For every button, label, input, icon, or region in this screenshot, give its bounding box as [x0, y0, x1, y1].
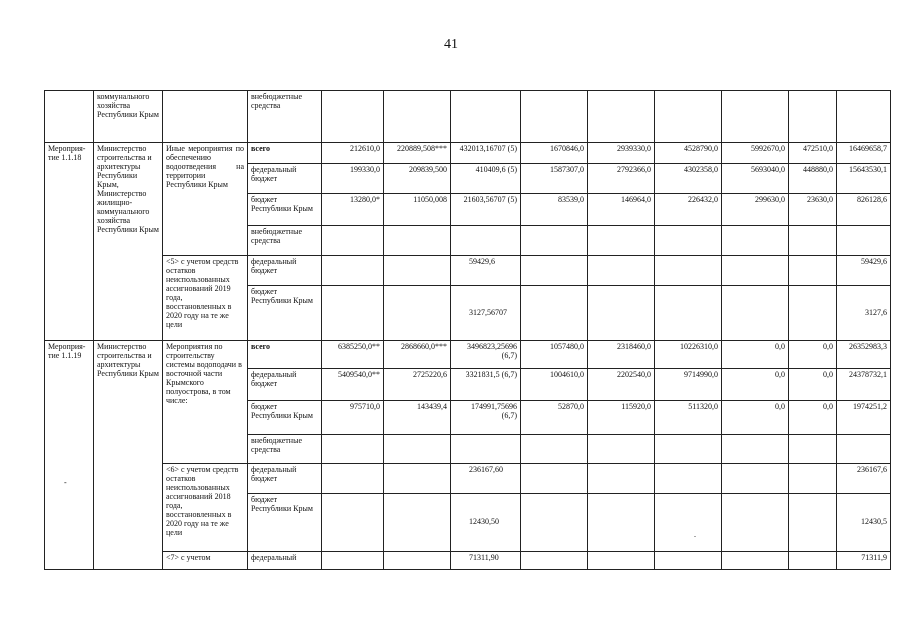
- source-cell: федеральный: [248, 552, 322, 570]
- executor-cell: коммунального хозяйства Республики Крым: [94, 91, 163, 143]
- value-cell: 5992670,0: [722, 143, 789, 164]
- value-cell: 2792366,0: [588, 164, 655, 194]
- source-cell: бюджет Республики Крым: [248, 286, 322, 341]
- table-row: [45, 464, 891, 494]
- measure-name-cell: Иные мероприятия по обеспечению водоотведения на территории Республики Крым: [163, 143, 248, 256]
- value-cell: 6385250,0**: [322, 341, 384, 369]
- total-cell: 59429,6: [837, 256, 891, 286]
- value-cell: 448880,0: [789, 164, 837, 194]
- measure-cell: Мероприя-тие 1.1.19: [45, 341, 94, 570]
- total-cell: 24378732,1: [837, 369, 891, 401]
- source-cell: внебюджетные средства: [248, 91, 322, 143]
- source-cell: бюджет Республики Крым: [248, 401, 322, 435]
- value-cell: 199330,0: [322, 164, 384, 194]
- source-cell: федеральный бюджет: [248, 464, 322, 494]
- executor-cell: Министерство строительства и архитектуры Республики Крым, Министерство жилищно-коммунального хозяйства Республики Крым: [94, 143, 163, 341]
- value-cell: 11050,008: [384, 194, 451, 226]
- footnote-cell: <5> с учетом средств остатков неиспользованных ассигнований 2019 года, восстановленных в 2020 году на те же цели: [163, 256, 248, 341]
- total-cell: 236167,6: [837, 464, 891, 494]
- source-cell: федеральный бюджет: [248, 369, 322, 401]
- value-cell: 1670846,0: [521, 143, 588, 164]
- table-row: [45, 143, 891, 164]
- value-cell: 1004610,0: [521, 369, 588, 401]
- value-cell: 146964,0: [588, 194, 655, 226]
- source-cell: бюджет Республики Крым: [248, 194, 322, 226]
- source-cell: всего: [248, 143, 322, 164]
- value-cell: 4302358,0: [655, 164, 722, 194]
- value-cell: 21603,56707 (5): [451, 194, 521, 226]
- value-cell: 3496823,25696 (6,7): [451, 341, 521, 369]
- value-cell: 2318460,0: [588, 341, 655, 369]
- value-cell: 975710,0: [322, 401, 384, 435]
- value-cell: 0,0: [722, 369, 789, 401]
- value-cell: 5693040,0: [722, 164, 789, 194]
- value-cell: 115920,0: [588, 401, 655, 435]
- footnote-cell: <6> с учетом средств остатков неиспользованных ассигнований 2018 года, восстановленных в 2020 году на те же цели: [163, 464, 248, 552]
- table-row: [45, 91, 891, 143]
- value-cell: 212610,0: [322, 143, 384, 164]
- value-cell: 1057480,0: [521, 341, 588, 369]
- value-cell: 472510,0: [789, 143, 837, 164]
- measure-name-cell: Мероприятия по строительству системы водоподачи в восточной части Крымского полуострова, в том числе:: [163, 341, 248, 464]
- stray-mark: -: [64, 478, 67, 487]
- value-cell: 3321831,5 (6,7): [451, 369, 521, 401]
- value-cell: 83539,0: [521, 194, 588, 226]
- value-cell: 4528790,0: [655, 143, 722, 164]
- value-cell: 2202540,0: [588, 369, 655, 401]
- total-cell: 826128,6: [837, 194, 891, 226]
- value-cell: 220889,508***: [384, 143, 451, 164]
- value-cell: 2725220,6: [384, 369, 451, 401]
- value-cell: 9714990,0: [655, 369, 722, 401]
- stray-mark: .: [694, 530, 696, 539]
- value-cell: 5409540,0**: [322, 369, 384, 401]
- table-row: [45, 341, 891, 369]
- value-cell: 226432,0: [655, 194, 722, 226]
- value-cell: 0,0: [789, 341, 837, 369]
- value-cell: 23630,0: [789, 194, 837, 226]
- total-cell: 1974251,2: [837, 401, 891, 435]
- value-cell: 0,0: [722, 341, 789, 369]
- page-number: 41: [444, 37, 458, 52]
- value-cell: 71311,90: [451, 552, 521, 570]
- source-cell: внебюджетные средства: [248, 435, 322, 464]
- total-cell: 3127,6: [837, 286, 891, 341]
- value-cell: 410409,6 (5): [451, 164, 521, 194]
- total-cell: 16469658,7: [837, 143, 891, 164]
- table-row: [45, 256, 891, 286]
- measure-cell: Мероприя-тие 1.1.18: [45, 143, 94, 341]
- value-cell: 511320,0: [655, 401, 722, 435]
- total-cell: 15643530,1: [837, 164, 891, 194]
- source-cell: всего: [248, 341, 322, 369]
- value-cell: 174991,75696 (6,7): [451, 401, 521, 435]
- value-cell: 1587307,0: [521, 164, 588, 194]
- value-cell: 0,0: [789, 369, 837, 401]
- total-cell: 26352983,3: [837, 341, 891, 369]
- value-cell: 13280,0*: [322, 194, 384, 226]
- executor-cell: Министерство строительства и архитектуры Республики Крым: [94, 341, 163, 570]
- total-cell: 12430,5: [837, 494, 891, 552]
- value-cell: 12430,50: [451, 494, 521, 552]
- value-cell: 2868660,0***: [384, 341, 451, 369]
- total-cell: 71311,9: [837, 552, 891, 570]
- value-cell: 0,0: [722, 401, 789, 435]
- value-cell: 209839,500: [384, 164, 451, 194]
- value-cell: 299630,0: [722, 194, 789, 226]
- source-cell: бюджет Республики Крым: [248, 494, 322, 552]
- source-cell: федеральный бюджет: [248, 164, 322, 194]
- value-cell: 59429,6: [451, 256, 521, 286]
- value-cell: 236167,60: [451, 464, 521, 494]
- footnote-cell: <7> с учетом: [163, 552, 248, 570]
- value-cell: 143439,4: [384, 401, 451, 435]
- value-cell: 2939330,0: [588, 143, 655, 164]
- value-cell: 0,0: [789, 401, 837, 435]
- value-cell: 10226310,0: [655, 341, 722, 369]
- value-cell: 3127,56707: [451, 286, 521, 341]
- table-row: [45, 552, 891, 570]
- value-cell: 432013,16707 (5): [451, 143, 521, 164]
- value-cell: 52870,0: [521, 401, 588, 435]
- budget-table: [44, 90, 891, 570]
- source-cell: внебюджетные средства: [248, 226, 322, 256]
- source-cell: федеральный бюджет: [248, 256, 322, 286]
